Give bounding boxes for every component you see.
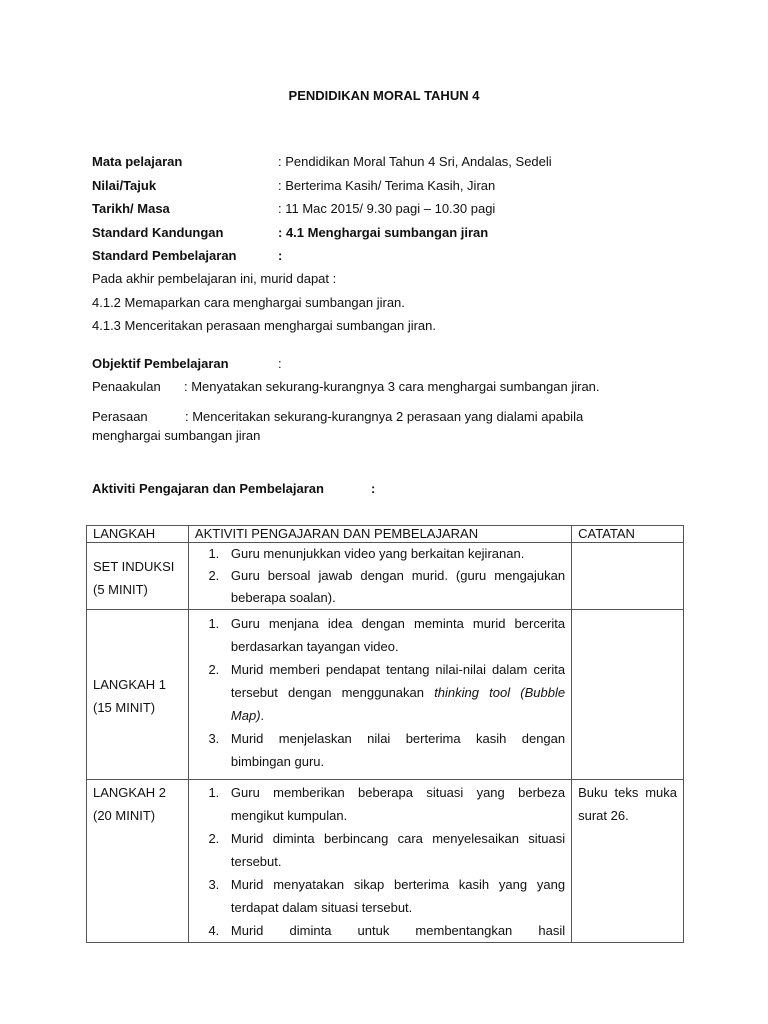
table-row (87, 780, 684, 943)
info-row-content-standard (92, 225, 552, 249)
info-label: Mata pelajaran (92, 154, 183, 169)
step-italic: thinking tool (Bubble Map) (230, 685, 566, 723)
note-cell (572, 543, 684, 610)
info-label: Nilai/Tajuk (92, 177, 157, 193)
list-item: 1. Guru menunjukkan video yang berkaitan kejiranan. (223, 543, 565, 565)
info-value: : (278, 248, 283, 263)
stage-time: (15 MINIT) (93, 700, 156, 715)
stage-name: SET INDUKSI (93, 558, 175, 574)
learning-standard-1: 4.1.2 Memaparkan cara menghargai sumbangan jiran. (92, 295, 405, 310)
perasaan-text-cont: menghargai sumbangan jiran (92, 428, 261, 443)
stage-cell (87, 780, 189, 943)
header-aktiviti: AKTIVITI PENGAJARAN DAN PEMBELAJARAN (188, 526, 571, 543)
perasaan-text: : Menceritakan sekurang-kurangnya 2 perasaan yang dialami apabila (185, 409, 584, 424)
table-row (87, 610, 684, 780)
note-text: Buku teks muka surat 26. (578, 785, 677, 823)
list-item: 2. Murid diminta berbincang cara menyelesaikan situasi tersebut. (223, 827, 565, 873)
steps-list (195, 781, 565, 942)
penaakulan-text: : Menyatakan sekurang-kurangnya 3 cara menghargai sumbangan jiran. (184, 379, 600, 394)
document-title: PENDIDIKAN MORAL TAHUN 4 (288, 88, 480, 103)
objective-colon: : (278, 356, 282, 371)
stage-name: LANGKAH 2 (93, 785, 166, 800)
intro-text: Pada akhir pembelajaran ini, murid dapat : (92, 271, 337, 286)
activity-colon: : (371, 481, 376, 496)
steps-list (195, 543, 565, 609)
activity-heading: Aktiviti Pengajaran dan Pembelajaran (92, 481, 324, 496)
list-item (223, 658, 565, 727)
info-value: : 11 Mac 2015/ 9.30 pagi – 10.30 pagi (278, 201, 496, 216)
steps-cell (188, 780, 571, 943)
note-cell (572, 780, 684, 943)
steps-cell (188, 610, 571, 780)
info-row-topic (92, 178, 552, 202)
table-header-row (87, 526, 684, 543)
info-label: Standard Pembelajaran (92, 248, 237, 263)
stage-cell (87, 610, 189, 780)
stage-time: (20 MINIT) (93, 808, 156, 823)
header-catatan: CATATAN (572, 526, 684, 543)
info-row-subject (92, 154, 552, 178)
steps-cell (188, 543, 571, 610)
objective-heading: Objektif Pembelajaran (92, 356, 229, 371)
info-value: : 4.1 Menghargai sumbangan jiran (278, 224, 489, 240)
info-value: : Berterima Kasih/ Terima Kasih, Jiran (278, 177, 496, 193)
info-value: : Pendidikan Moral Tahun 4 Sri, Andalas, Sedeli (278, 154, 552, 169)
list-item: 2. Guru bersoal jawab dengan murid. (guru mengajukan beberapa soalan). (223, 565, 565, 609)
stage-cell (87, 543, 189, 610)
table-row (87, 543, 684, 610)
stage-name: LANGKAH 1 (93, 677, 166, 692)
list-item: 4. Murid diminta untuk membentangkan hasil (223, 919, 565, 942)
step-text: Murid memberi pendapat tentang nilai-nilai dalam cerita tersebut dengan menggunakan (230, 662, 566, 700)
info-row-learning-standard (92, 248, 552, 272)
perasaan-label: Perasaan (92, 409, 148, 424)
list-item: 1. Guru menjana idea dengan meminta murid bercerita berdasarkan tayangan video. (223, 612, 565, 658)
note-cell (572, 610, 684, 780)
list-item: 1. Guru memberikan beberapa situasi yang berbeza mengikut kumpulan. (223, 781, 565, 827)
lesson-info (92, 154, 552, 272)
step-end: . (260, 708, 265, 723)
info-label: Standard Kandungan (92, 224, 224, 240)
list-item: 3. Murid menjelaskan nilai berterima kasih dengan bimbingan guru. (223, 727, 565, 773)
header-langkah: LANGKAH (87, 526, 189, 543)
list-item: 3. Murid menyatakan sikap berterima kasih yang yang terdapat dalam situasi tersebut. (223, 873, 565, 919)
info-row-date (92, 201, 552, 225)
steps-list (195, 612, 565, 773)
penaakulan-label: Penaakulan (92, 379, 161, 394)
info-label: Tarikh/ Masa (92, 201, 170, 216)
stage-time: (5 MINIT) (93, 581, 148, 597)
activity-table (86, 525, 684, 943)
learning-standard-2: 4.1.3 Menceritakan perasaan menghargai sumbangan jiran. (92, 318, 436, 333)
